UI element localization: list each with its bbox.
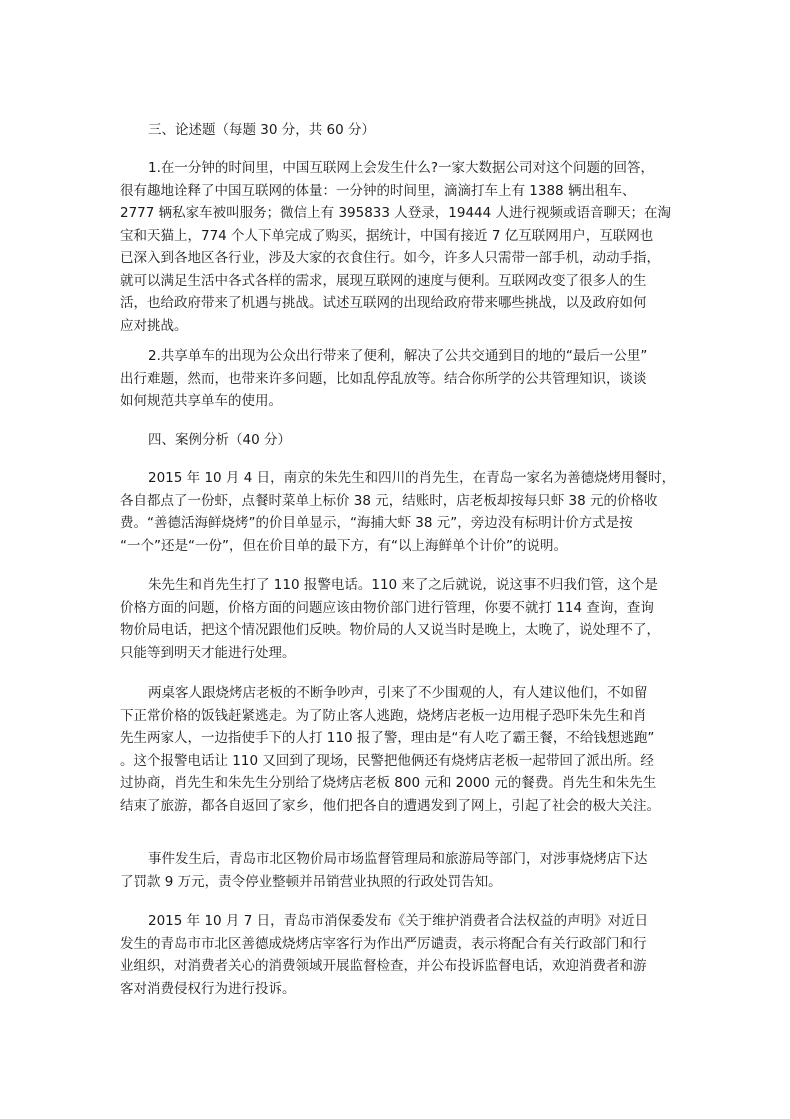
case-paragraph-5 (120, 910, 676, 1000)
text-line: 了罚款 9 万元，责令停业整顿并吊销营业执照的行政处罚告知。 (120, 873, 502, 890)
essay-question-1 (120, 157, 676, 337)
text-line: 出行难题，然而，也带来许多问题，比如乱停乱放等。结合你所学的公共管理知识，谈谈 (120, 370, 647, 387)
text-line: 。这个报警电话让 110 又回到了现场，民警把他俩还有烧烤店老板一起带回了派出所。经 (120, 752, 654, 769)
text-line: 应对挑战。 (120, 317, 188, 334)
text-line: 事件发生后，青岛市北区物价局市场监督管理局和旅游局等部门，对涉事烧烤店下达 (148, 851, 648, 867)
text-line: 如何规范共享单车的使用。 (120, 393, 282, 409)
text-line: 发生的青岛市市北区善德成烧烤店宰客行为作出严厉谴责，表示将配合有关行政部门和行 (120, 935, 647, 952)
text-line: 2.共享单车的出现为公众出行带来了便利，解决了公共交通到目的地的“最后一公里” (148, 348, 648, 364)
text-line: 过协商，肖先生和朱先生分别给了烧烤店老板 800 元和 2000 元的餐费。肖先生和朱先生 (120, 775, 657, 791)
text-line: 各自都点了一份虾，点餐时菜单上标价 38 元，结账时，店老板却按每只虾 38 元的价格收 (120, 492, 658, 509)
text-line: 先生两家人，一边指使手下的人打 110 报了警，理由是“有人吃了霸王餐，不给钱想逃跑” (120, 730, 655, 746)
text-line: 2015 年 10 月 4 日，南京的朱先生和四川的肖先生，在青岛一家名为善德烧烤用餐时， (148, 470, 676, 486)
case-paragraph-3 (120, 682, 676, 817)
text-line: 费。“善德活海鲜烧烤”的价目单显示，“海捕大虾 38 元”，旁边没有标明计价方式是按 (120, 515, 633, 531)
text-line: 朱先生和肖先生打了 110 报警电话。110 来了之后就说，说这事不归我们管，这个是 (148, 577, 658, 593)
text-line: 宝和天猫上，774 个人下单完成了购买，据统计，中国有接近 7 亿互联网用户，互联网也 (120, 227, 654, 244)
text-line: 2015 年 10 月 7 日，青岛市消保委发布《关于维护消费者合法权益的声明》对近日 (148, 913, 649, 929)
case-paragraph-2 (120, 574, 676, 664)
text-line: 1.在一分钟的时间里，中国互联网上会发生什么?一家大数据公司对这个问题的回答， (148, 160, 655, 176)
text-line: 价格方面的问题，价格方面的问题应该由物价部门进行管理，你要不就打 114 查询，查询 (120, 599, 654, 616)
text-line: 两桌客人跟烧烤店老板的不断争吵声，引来了不少围观的人，有人建议他们，不如留 (148, 685, 648, 701)
text-line: 就可以满足生活中各式各样的需求，展现互联网的速度与便利。互联网改变了很多人的生 (120, 272, 647, 289)
text-line: 很有趣地诠释了中国互联网的体量：一分钟的时间里，滴滴打车上有 1388 辆出租车、 (120, 182, 636, 199)
essay-question-2 (120, 345, 676, 413)
text-line: 2777 辆私家车被叫服务；微信上有 395833 人登录，19444 人进行视频或语音聊天；在淘 (120, 205, 672, 221)
text-line: 物价局电话，把这个情况跟他们反映。物价局的人又说当时是晚上，太晚了，说处理不了， (120, 622, 660, 638)
text-line: 活，也给政府带来了机遇与挑战。试述互联网的出现给政府带来哪些挑战，以及政府如何 (120, 295, 647, 311)
text-line: 业组织，对消费者关心的消费领域开展监督检查，并公布投诉监督电话，欢迎消费者和游 (120, 958, 647, 974)
text-line: 只能等到明天才能进行处理。 (120, 644, 296, 661)
text-line: 下正常价格的饭钱赶紧逃走。为了防止客人逃跑，烧烤店老板一边用棍子恐吓朱先生和肖 (120, 707, 647, 724)
essay-section-heading: 三、论述题（每题 30 分，共 60 分） (148, 122, 376, 138)
text-line: “一个”还是“一份”，但在价目单的最下方，有“以上海鲜单个计价”的说明。 (120, 537, 567, 554)
text-line: 结束了旅游，都各自返回了家乡，他们把各自的遭遇发到了网上，引起了社会的极大关注。 (120, 797, 660, 814)
case-paragraph-4 (120, 848, 676, 893)
text-line: 已深入到各地区各行业，涉及大家的衣食住行。如今，许多人只需带一部手机，动动手指， (120, 250, 660, 266)
text-line: 客对消费侵权行为进行投诉。 (120, 980, 296, 997)
case-paragraph-1 (120, 467, 676, 557)
case-section-heading: 四、案例分析（40 分） (148, 432, 291, 448)
